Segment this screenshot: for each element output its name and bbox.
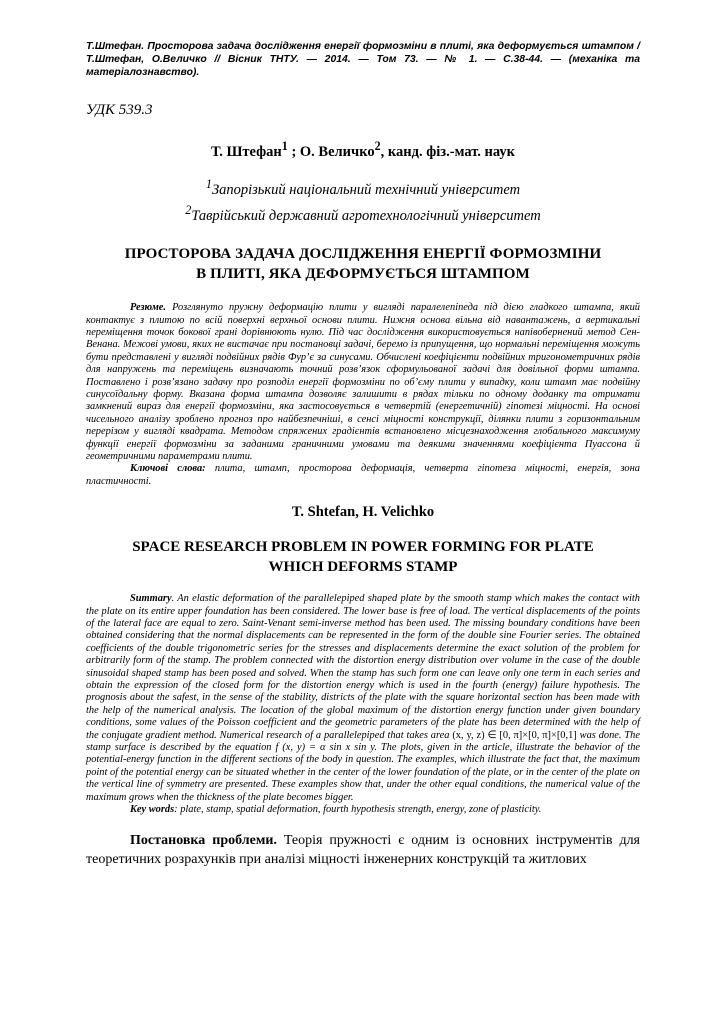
- abstract-uk-text: Розглянуто пружну деформацію плити у вигляді паралелепіпеда під дією гладкого штампа, який контактує з плитою по всій поверхні верхньої основи плити. Нижня основа вільна від навантажень, а вертикальні переміщення точок бокової грані дорівнюють нулю. Під час дослідження використовується напівобернений метод Сен-Венана. Межові умови, яких не вистачає при постановці задачі, беремо із припущення, що нормальні переміщення можуть бути представлені у вигляді подвійних рядів Фур’є за синусами. Обчислені коефіцієнти подвійних тригонометричних рядів для напружень та переміщень визначають точний розв’язок сформульованої задачі для довільної форми штампа. Поставлено і розв’язано задачу про розподіл енергії формозміни по об’єму плити у випадку, коли штамп має подвійну синусоїдальну форму. Вказана форма штампа дозволяє залишити в рядах тільки по одному доданку та отримати замкнений вираз для енергії формозміни, яка застосовується в четвертій (енергетичній) гіпотезі міцності. На основі чисельного аналізу зроблено прогноз про найбезпечніші, в сенсі міцності конструкції, ділянки плити з горизонтальним перерізом у вигляді квадрата. Методом спряжених градієнтів встановлено місцезнаходження глобального максимуму функції енергії формозміни за заданими граничними умовами та деякими значеннями коефіцієнта Пуассона й геометричними параметрами плити.: [86, 302, 640, 462]
- title-en-line-2: WHICH DEFORMS STAMP: [268, 559, 458, 576]
- author-1: Т. Штефан: [211, 143, 282, 160]
- title-uk-line-1: ПРОСТОРОВА ЗАДАЧА ДОСЛІДЖЕННЯ ЕНЕРГІЇ ФОРМОЗМІНИ: [124, 246, 602, 263]
- abstract-uk: [86, 302, 640, 463]
- summary-en-math-domain: (x, y, z) ∈ [0, π]×[0, π]×[0,1]: [452, 729, 577, 741]
- keywords-uk: [86, 463, 640, 488]
- keywords-en-label: Key words: [130, 804, 175, 816]
- summary-en-text-3: . The plots, given in the article, illustrate the behavior of the potential-energy function in the different sections of the body in question. The examples, which illustrate the fact that, the maximum point of the potential energy can be situated whether in the center of the lower foundation of the plate, or in the center of the plate on the vertical line of symmetry are presented. These examples show that, under the other equal conditions, the numerical value of the maximum grows when the thickness of the plate becomes bigger.: [86, 742, 641, 803]
- keywords-en-text: : plate, stamp, spatial deformation, fourth hypothesis strength, energy, zone of plasticity.: [174, 804, 542, 816]
- author-2: О. Величко: [299, 143, 375, 160]
- title-uk-line-2: В ПЛИТІ, ЯКА ДЕФОРМУЄТЬСЯ ШТАМПОМ: [196, 266, 530, 283]
- keywords-uk-text: плита, штамп, просторова деформація, четверта гіпотеза міцності, енергія, зона пластичності.: [86, 463, 640, 487]
- affiliation-1: [86, 174, 640, 200]
- title-en: [86, 537, 640, 577]
- affiliation-2: [86, 200, 640, 226]
- keywords-en: [86, 804, 640, 816]
- summary-en-math-stamp: f (x, y) = α sin x sin y: [275, 742, 375, 754]
- affiliation-1-name: Запорізький національний технічний університет: [211, 182, 521, 199]
- author-separator: ;: [287, 143, 300, 160]
- abstract-uk-label: Резюме.: [130, 302, 167, 314]
- author-degree: , канд. фіз.-мат. наук: [380, 143, 515, 160]
- author-2-sup: 2: [374, 138, 381, 153]
- keywords-uk-label: Ключові слова:: [130, 463, 206, 475]
- affiliation-1-sup: 1: [205, 177, 212, 192]
- author-1-sup: 1: [281, 138, 288, 153]
- authors-en: T. Shtefan, H. Velichko: [291, 504, 435, 521]
- affiliation-2-sup: 2: [185, 203, 192, 218]
- authors-uk: [86, 139, 640, 161]
- citation-header: Т.Штефан. Просторова задача дослідження енергії формозміни в плиті, яка деформується штампом / Т.Штефан, О.Величко // Вісник ТНТУ. — 2014. — Том 73. — № 1. — С.38-44. — (механіка та матеріалознавство).: [86, 41, 640, 79]
- summary-en-label: Summary: [130, 593, 172, 605]
- summary-en-text-2: was done. The stamp surface is described by the equation: [86, 729, 640, 754]
- title-en-line-1: SPACE RESEARCH PROBLEM IN POWER FORMING FOR PLATE: [132, 539, 594, 556]
- body-paragraph: [86, 831, 640, 869]
- summary-en: [86, 593, 640, 804]
- affiliation-2-name: Таврійський державний агротехнологічний університет: [191, 208, 541, 225]
- summary-en-text-1: . An elastic deformation of the parallelepiped shaped plate by the smooth stamp which makes the contact with the plate on its entire upper foundation has been considered. The lower base is free of load. The vertical displacements of the points of the lateral face are equal to zero. Saint-Venant semi-inverse method has been used. The missing boundary conditions have been obtained considering that the normal displacements can be represented in the form of the double sine Fourier series. The obtained coefficients of the double trigonometric series for the stresses and displacements determine the exact solution of the problem for arbitrarily form of the stamp. The problem connected with the distortion energy distribution over volume in the case of the double sinusoidal shaped stamp has been posed and solved. When the stamp has such form one can leave only one term in each series and obtain the expression of the closed form for the distortion energy which is used in the fourth (energy) failure hypothesis. The prognosis about the safest, in the sense of the stability, districts of the plate with the square horizontal section has been made with the help of the numerical analysis. The location of the global maximum of the distortion energy function under given boundary conditions, some values of the Poisson coefficient and the geometric parameters of the plate has been determined with the help of the conjugate gradient method. Numerical research of a parallelepiped that takes area: [86, 593, 640, 741]
- body-section-label: Постановка проблеми.: [130, 832, 277, 848]
- udk-code: УДК 539.3: [86, 101, 153, 118]
- body-text: Теорія пружності є одним із основних інструментів для теоретичних розрахунків при аналізі міцності інженерних конструкцій та житлових: [86, 832, 640, 867]
- title-uk: [86, 244, 640, 284]
